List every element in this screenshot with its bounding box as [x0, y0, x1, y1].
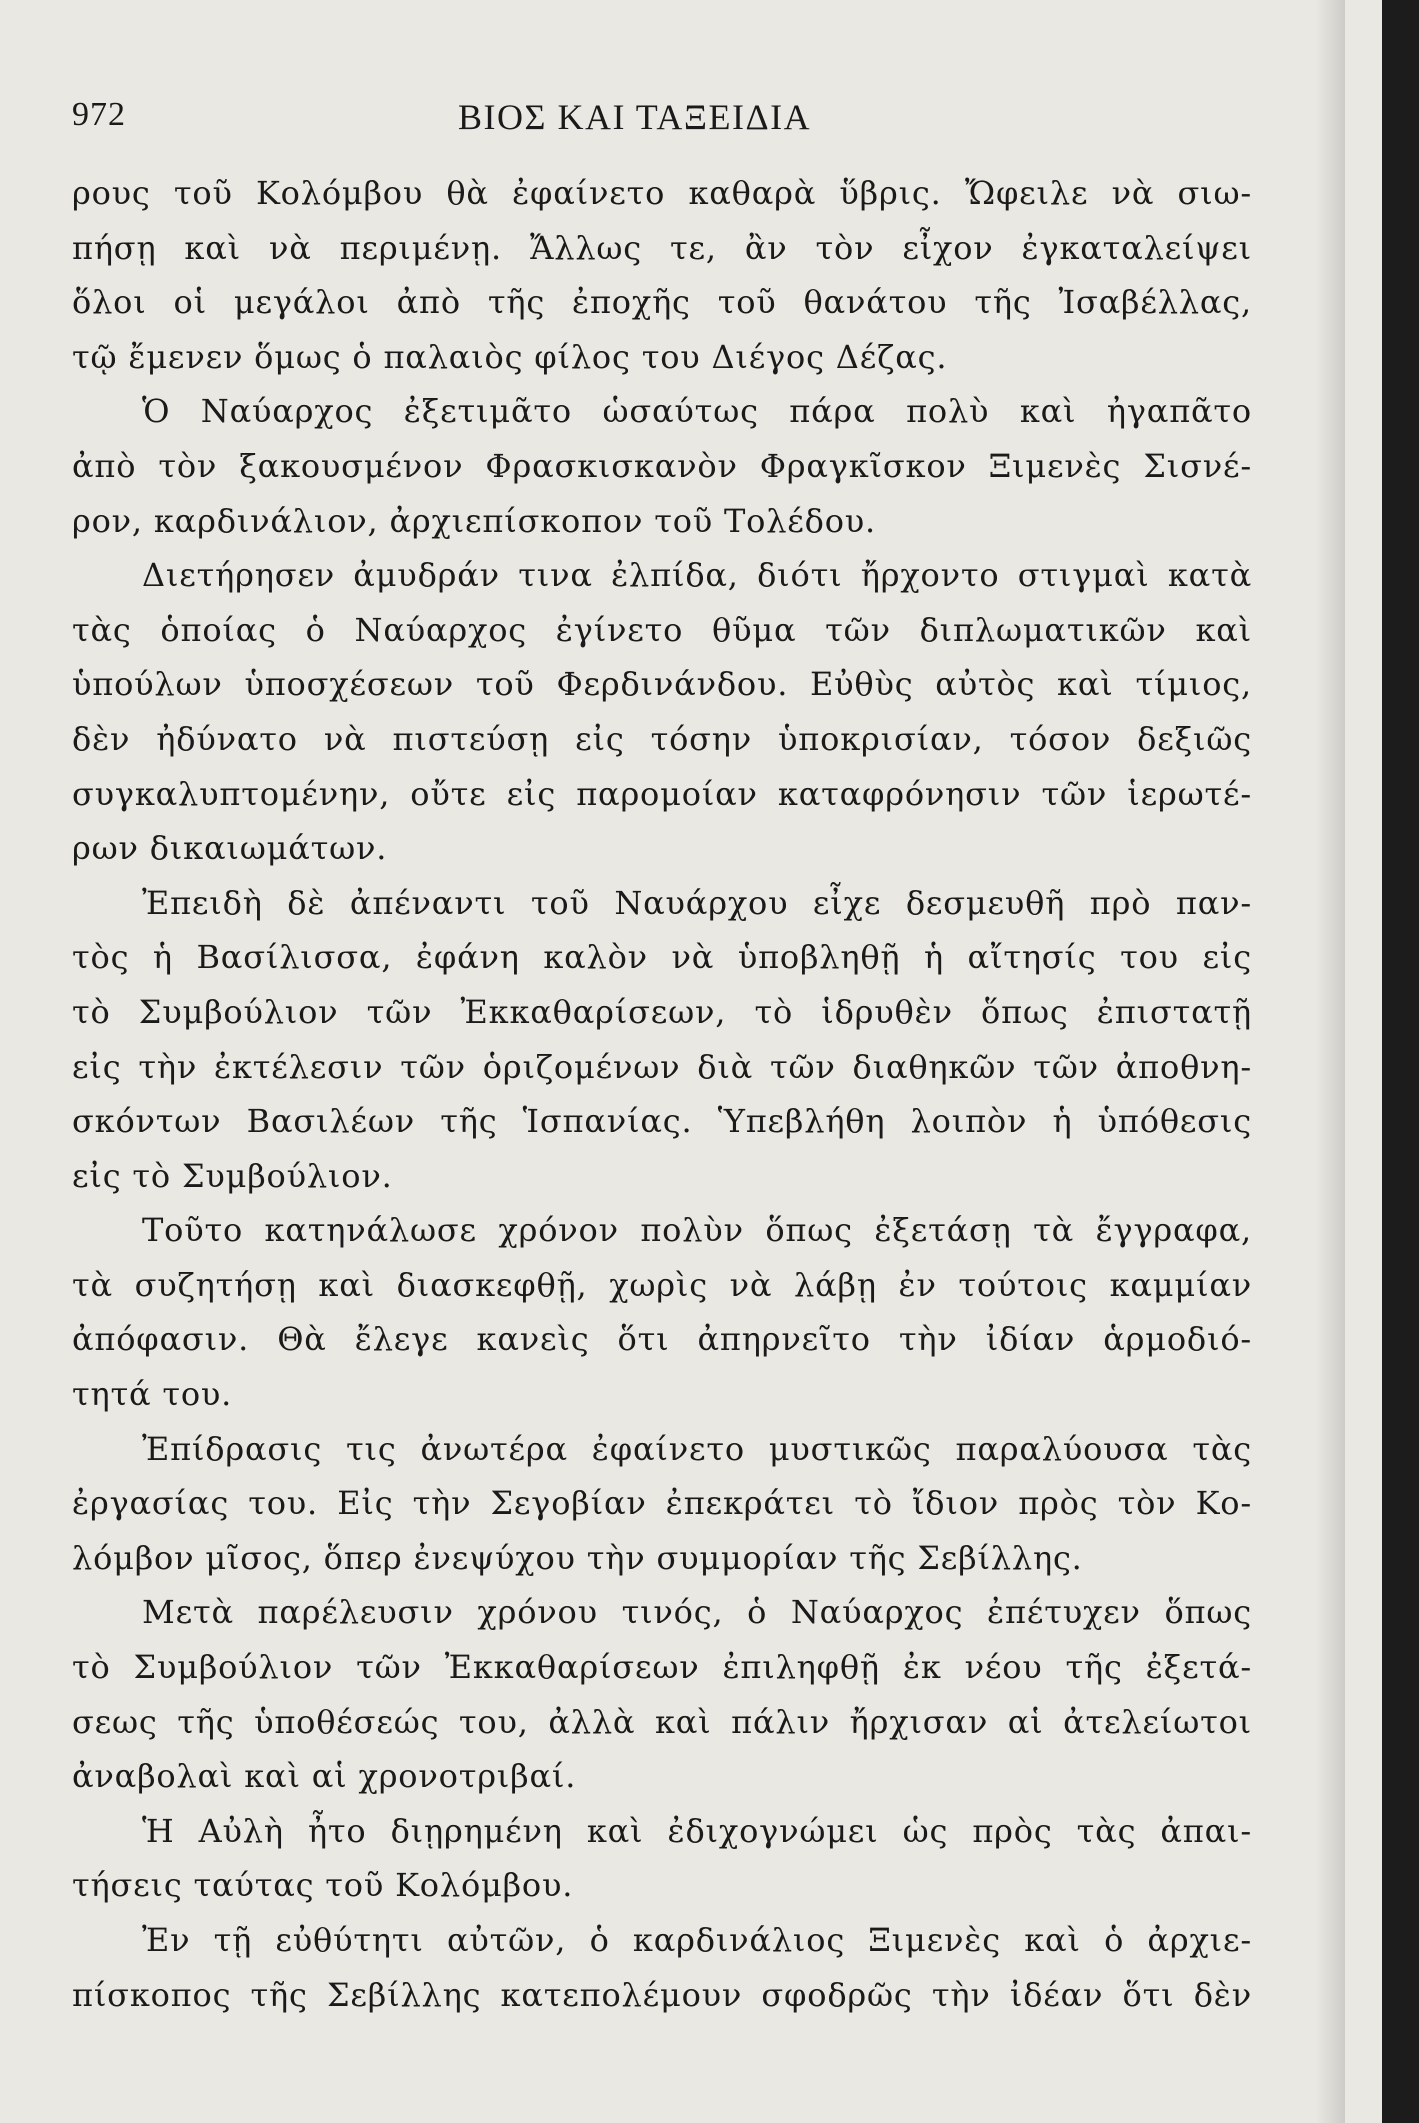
text-line: Ἐπίδρασις τις ἀνωτέρα ἐφαίνετο μυστικῶς παραλύουσα τὰς [142, 1429, 1252, 1468]
text-line: δὲν ἠδύνατο νὰ πιστεύσῃ εἰς τόσην ὑποκρισίαν, τόσον δεξιῶς [72, 719, 1252, 758]
text-line: τὰς ὁποίας ὁ Ναύαρχος ἐγίνετο θῦμα τῶν διπλωματικῶν καὶ [72, 610, 1252, 649]
book-binding-edge [1382, 0, 1419, 2123]
text-line: ὑπούλων ὑποσχέσεων τοῦ Φερδινάνδου. Εὐθὺς αὐτὸς καὶ τίμιος, [72, 665, 1252, 704]
gutter-shadow [1315, 0, 1345, 2123]
text-line: σκόντων Βασιλέων τῆς Ἱσπανίας. Ὑπεβλήθη λοιπὸν ἡ ὑπόθεσις [72, 1102, 1252, 1141]
text-line: Μετὰ παρέλευσιν χρόνου τινός, ὁ Ναύαρχος ἐπέτυχεν ὅπως [142, 1593, 1252, 1632]
text-line: πίσκοπος τῆς Σεβίλλης κατεπολέμουν σφοδρῶς τὴν ἰδέαν ὅτι δὲν [72, 1975, 1252, 2014]
text-line: τὰ συζητήσῃ καὶ διασκεφθῇ, χωρὶς νὰ λάβῃ ἐν τούτοις καμμίαν [72, 1265, 1252, 1304]
text-line: Ἐν τῇ εὐθύτητι αὐτῶν, ὁ καρδινάλιος Ξιμενὲς καὶ ὁ ἀρχιε- [142, 1921, 1252, 1959]
running-head [72, 96, 1252, 146]
text-line: τὸ Συμβούλιον τῶν Ἐκκαθαρίσεων ἐπιληφθῇ ἐκ νέου τῆς ἐξετά- [72, 1648, 1252, 1687]
text-line: τητά του. [72, 1375, 233, 1414]
text-line: Διετήρησεν ἀμυδράν τινα ἐλπίδα, διότι ἤρχοντο στιγμαὶ κατὰ [142, 556, 1252, 595]
text-line: ρον, καρδινάλιον, ἀρχιεπίσκοπον τοῦ Τολέδου. [72, 501, 877, 540]
text-line: συγκαλυπτομένην, οὔτε εἰς παρομοίαν καταφρόνησιν τῶν ἱερωτέ- [72, 774, 1252, 813]
text-line: ρους τοῦ Κολόμβου θὰ ἐφαίνετο καθαρὰ ὕβρις. Ὤφειλε νὰ σιω- [72, 174, 1252, 212]
text-line: Ἐπειδὴ δὲ ἀπέναντι τοῦ Ναυάρχου εἶχε δεσμευθῆ πρὸ παν- [142, 883, 1252, 922]
text-line: Ἡ Αὐλὴ ἦτο διῃρημένη καὶ ἐδιχογνώμει ὡς πρὸς τὰς ἀπαι- [142, 1811, 1252, 1850]
text-line: ἀναβολαὶ καὶ αἱ χρονοτριβαί. [72, 1757, 577, 1796]
text-line: τήσεις ταύτας τοῦ Κολόμβου. [72, 1866, 574, 1905]
text-line: ἀπόφασιν. Θὰ ἔλεγε κανεὶς ὅτι ἀπηρνεῖτο τὴν ἰδίαν ἁρμοδιό- [72, 1320, 1252, 1359]
text-line: ὅλοι οἱ μεγάλοι ἀπὸ τῆς ἐποχῆς τοῦ θανάτου τῆς Ἰσαβέλλας, [72, 283, 1252, 322]
text-line: λόμβον μῖσος, ὅπερ ἐνεψύχου τὴν συμμορίαν τῆς Σεβίλλης. [72, 1538, 1083, 1577]
page-number: 972 [72, 96, 126, 133]
text-line: τὸ Συμβούλιον τῶν Ἐκκαθαρίσεων, τὸ ἱδρυθὲν ὅπως ἐπιστατῇ [72, 992, 1252, 1031]
text-line: Ὁ Ναύαρχος ἐξετιμᾶτο ὡσαύτως πάρα πολὺ καὶ ἠγαπᾶτο [142, 392, 1252, 431]
text-line: ἀπὸ τὸν ξακουσμένον Φρασκισκανὸν Φραγκῖσκον Ξιμενὲς Σισνέ- [72, 446, 1252, 485]
text-line: τὸς ἡ Βασίλισσα, ἐφάνη καλὸν νὰ ὑποβληθῇ ἡ αἴτησίς του εἰς [72, 938, 1252, 977]
page-title: ΒΙΟΣ ΚΑΙ ΤΑΞΕΙΔΙΑ [458, 97, 812, 137]
text-line: ἐργασίας του. Εἰς τὴν Σεγοβίαν ἐπεκράτει τὸ ἴδιον πρὸς τὸν Κο- [72, 1484, 1252, 1523]
text-line: εἰς τὸ Συμβούλιον. [72, 1156, 393, 1195]
text-line: πήσῃ καὶ νὰ περιμένῃ. Ἄλλως τε, ἂν τὸν εἶχον ἐγκαταλείψει [72, 228, 1252, 267]
body-text [72, 166, 1252, 2022]
text-line: εἰς τὴν ἐκτέλεσιν τῶν ὁριζομένων διὰ τῶν διαθηκῶν τῶν ἀποθνη- [72, 1047, 1252, 1086]
text-line: σεως τῆς ὑποθέσεώς του, ἀλλὰ καὶ πάλιν ἤρχισαν αἱ ἀτελείωτοι [72, 1702, 1252, 1741]
text-line: Τοῦτο κατηνάλωσε χρόνον πολὺν ὅπως ἐξετάσῃ τὰ ἔγγραφα, [142, 1211, 1252, 1250]
text-line: ρων δικαιωμάτων. [72, 829, 388, 868]
text-line: τῷ ἔμενεν ὅμως ὁ παλαιὸς φίλος του Διέγος Δέζας. [72, 337, 948, 376]
